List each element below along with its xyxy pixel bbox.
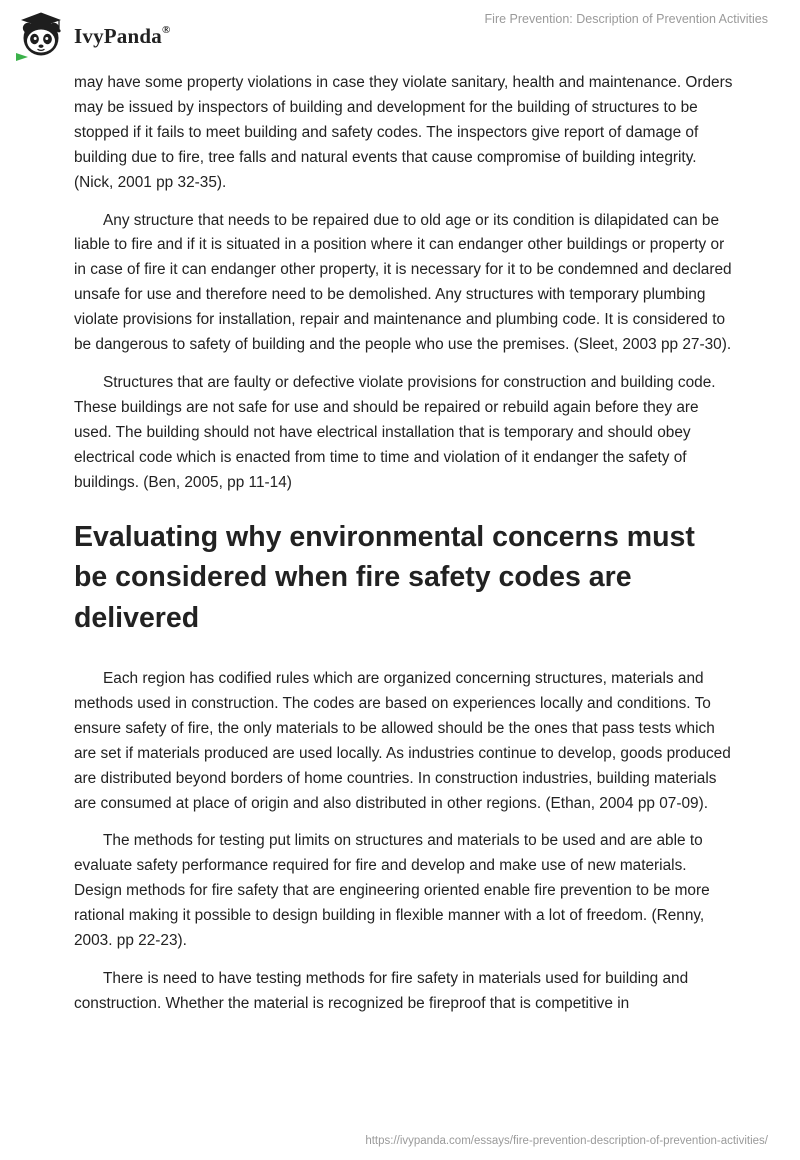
- section-heading: Evaluating why environmental concerns must be considered when fire safety codes are delivered: [74, 520, 695, 634]
- page-header: [0, 0, 800, 70]
- document-title: Fire Prevention: Description of Prevention Activities: [484, 12, 768, 26]
- paragraph: There is need to have testing methods for fire safety in materials used for building and construction. Whether the material is recognized be fireproof that is competitive in: [74, 969, 689, 1012]
- article-body: [74, 71, 734, 1030]
- paragraph: The methods for testing put limits on structures and materials to be used and are able to evaluate safety performance required for fire and develop and make use of new materials. Design methods for fire safety that are engineering oriented enable fire prevention to be more rational making it possible to design building in flexible manner with a lot of freedom. (Renny, 2003. pp 22-23).: [74, 832, 710, 950]
- brand-name: IvyPanda®: [74, 23, 171, 48]
- paragraph: may have some property violations in case they violate sanitary, health and maintenance. Orders may be issued by inspectors of building and development for the building of structures to be stopped if it fails to meet building and safety codes. The inspectors give report of damage of building due to fire, tree falls and natural events that cause compromise of building integrity. (Nick, 2001 pp 32-35).: [74, 74, 733, 191]
- paragraph: Each region has codified rules which are organized concerning structures, materials and methods used in construction. The codes are based on experiences locally and conditions. To ensure safety of fire, the only materials to be allowed should be the ones that pass tests which are set if materials produced are used locally. As industries continue to develop, goods produced are distributed beyond borders of home countries. In construction industries, building materials are consumed at place of origin and also distributed in other regions. (Ethan, 2004 pp 07-09).: [74, 670, 731, 812]
- paragraph: Any structure that needs to be repaired due to old age or its condition is dilapidated can be liable to fire and if it is situated in a position where it can endanger other buildings or property or in case of fire it can endanger other property, it is necessary for it to be condemned and declared unsafe for use and therefore need to be demolished. Any structures with temporary plumbing violate provisions for installation, repair and maintenance and plumbing code. It is considered to be dangerous to safety of building and the people who use the premises. (Sleet, 2003 pp 27-30).: [74, 211, 732, 354]
- ivypanda-logo[interactable]: [14, 9, 170, 63]
- panda-graduate-icon: [14, 9, 68, 63]
- paragraph: Structures that are faulty or defective violate provisions for construction and building code. These buildings are not safe for use and should be repaired or rebuild again before they are used. The building should not have electrical installation that is temporary and should obey electrical code which is enacted from time to time and violation of it endanger the safety of buildings. (Ben, 2005, pp 11-14): [74, 373, 716, 491]
- source-url[interactable]: https://ivypanda.com/essays/fire-prevention-description-of-prevention-activities/: [365, 1135, 768, 1147]
